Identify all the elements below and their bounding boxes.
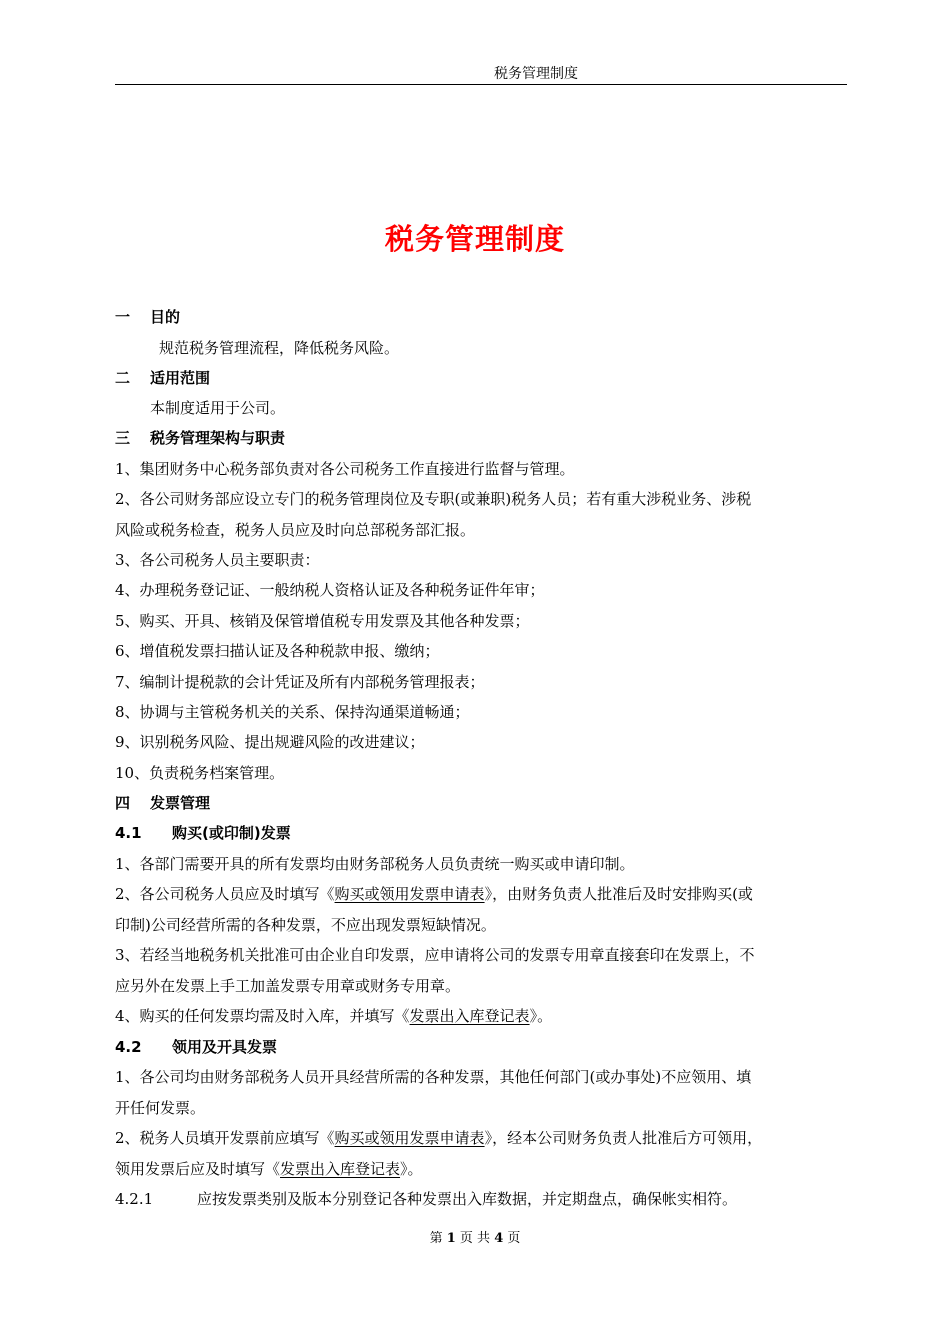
paragraph-line (115, 1188, 850, 1210)
header-rule (115, 84, 847, 85)
paragraph-line (115, 883, 850, 905)
text-segment: 》。 (400, 1160, 423, 1178)
section-2-number: 二 (115, 369, 131, 387)
paragraph-line: 4、办理税务登记证、一般纳税人资格认证及各种税务证件年审； (115, 581, 545, 599)
form-reference-inventory-register: 发票出入库登记表 (409, 1007, 530, 1025)
section-4-heading (115, 792, 850, 814)
paragraph-line (115, 1127, 850, 1149)
clause-4-2-1-text: 应按发票类别及版本分别登记各种发票出入库数据，并定期盘点，确保帐实相符。 (197, 1190, 738, 1208)
subsection-4-1-number: 4.1 (115, 824, 142, 842)
form-reference-purchase-application: 购买或领用发票申请表 (334, 885, 485, 903)
subsection-4-2-heading (115, 1036, 850, 1058)
section-2-heading (115, 367, 850, 389)
clause-4-2-1-number: 4.2.1 (115, 1190, 154, 1208)
section-1-title: 目的 (150, 308, 181, 326)
section-1-heading (115, 306, 850, 328)
subsection-4-2-number: 4.2 (115, 1038, 142, 1056)
paragraph-line: 5、购买、开具、核销及保管增值税专用发票及其他各种发票； (115, 612, 530, 630)
paragraph-line: 应另外在发票上手工加盖发票专用章或财务专用章。 (115, 977, 461, 995)
section-3-title: 税务管理架构与职责 (150, 429, 286, 447)
section-1-number: 一 (115, 308, 131, 326)
subsection-4-1-heading (115, 822, 850, 844)
page-footer (0, 1231, 950, 1247)
text-segment: 》，由财务负责人批准后及时安排购买(或 (484, 885, 753, 903)
page-number: 1 (446, 1231, 456, 1246)
text-segment: 领用发票后应及时填写《 (115, 1160, 281, 1178)
paragraph-line: 3、若经当地税务机关批准可由企业自印发票，应申请将公司的发票专用章直接套印在发票上，不 (115, 946, 755, 964)
paragraph-line: 风险或税务检查，税务人员应及时向总部税务部汇报。 (115, 521, 476, 539)
text-segment: 》。 (529, 1007, 553, 1025)
document-title: 税务管理制度 (384, 222, 565, 256)
paragraph-line: 2、各公司财务部应设立专门的税务管理岗位及专职(或兼职)税务人员；若有重大涉税业务、涉税 (115, 490, 752, 508)
footer-prefix: 第 (429, 1231, 443, 1246)
form-reference-inventory-register: 发票出入库登记表 (280, 1160, 401, 1178)
running-header (115, 66, 847, 83)
text-segment: 2、税务人员填开发票前应填写《 (115, 1129, 335, 1147)
text-segment: 2、各公司税务人员应及时填写《 (115, 885, 335, 903)
paragraph-line: 1、集团财务中心税务部负责对各公司税务工作直接进行监督与管理。 (115, 460, 575, 478)
paragraph-line: 9、识别税务风险、提出规避风险的改进建议； (115, 733, 425, 751)
paragraph-line: 10、负责税务档案管理。 (115, 764, 285, 782)
subsection-4-2-title: 领用及开具发票 (172, 1038, 278, 1056)
subsection-4-1-title: 购买(或印制)发票 (172, 824, 291, 842)
paragraph-line: 印制)公司经营所需的各种发票，不应出现发票短缺情况。 (115, 916, 496, 934)
paragraph-line (115, 1005, 850, 1027)
paragraph-line: 3、各公司税务人员主要职责： (115, 551, 320, 569)
paragraph-line: 7、编制计提税款的会计凭证及所有内部税务管理报表； (115, 673, 485, 691)
section-3-number: 三 (115, 429, 131, 447)
text-segment: 》，经本公司财务负责人批准后方可领用， (484, 1129, 763, 1147)
footer-suffix: 页 (507, 1231, 521, 1246)
section-2-text: 本制度适用于公司。 (150, 399, 286, 417)
paragraph-line: 1、各公司均由财务部税务人员开具经营所需的各种发票，其他任何部门(或办事处)不应领用、填 (115, 1068, 752, 1086)
text-segment: 4、购买的任何发票均需及时入库，并填写《 (115, 1007, 410, 1025)
form-reference-purchase-application: 购买或领用发票申请表 (334, 1129, 485, 1147)
paragraph-line: 8、协调与主管税务机关的关系、保持沟通渠道畅通； (115, 703, 470, 721)
paragraph-line (115, 1158, 850, 1180)
running-header-title: 税务管理制度 (494, 66, 578, 82)
paragraph-line: 1、各部门需要开具的所有发票均由财务部税务人员负责统一购买或申请印制。 (115, 855, 635, 873)
footer-mid: 页 共 (459, 1231, 491, 1246)
page-total: 4 (494, 1231, 504, 1246)
section-4-title: 发票管理 (150, 794, 211, 812)
section-4-number: 四 (115, 794, 131, 812)
section-2-title: 适用范围 (150, 369, 211, 387)
paragraph-line: 开任何发票。 (115, 1099, 206, 1117)
section-3-heading (115, 427, 850, 449)
paragraph-line: 6、增值税发票扫描认证及各种税款申报、缴纳； (115, 642, 440, 660)
section-1-text: 规范税务管理流程，降低税务风险。 (159, 339, 400, 357)
